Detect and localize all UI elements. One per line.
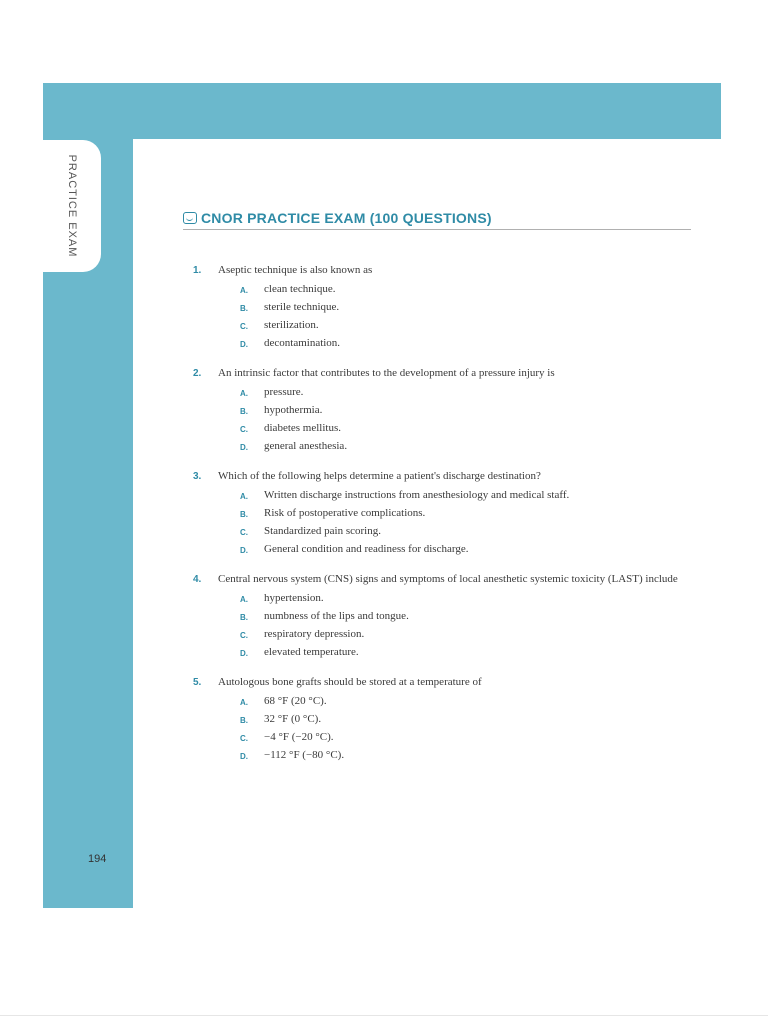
option-letter: C. xyxy=(240,528,248,537)
option-text: sterilization. xyxy=(264,319,319,331)
answer-option xyxy=(240,644,693,662)
question-item xyxy=(193,262,693,353)
answer-options xyxy=(240,590,693,662)
option-text: general anesthesia. xyxy=(264,440,348,452)
option-text: decontamination. xyxy=(264,337,341,349)
question-row xyxy=(193,468,693,485)
question-number: 4. xyxy=(193,574,202,585)
question-item xyxy=(193,571,693,662)
section-header xyxy=(183,210,691,230)
option-letter: A. xyxy=(240,286,248,295)
option-text: −112 °F (−80 °C). xyxy=(264,749,345,761)
option-text: sterile technique. xyxy=(264,301,340,313)
question-number: 5. xyxy=(193,677,202,688)
option-letter: B. xyxy=(240,510,248,519)
option-text: pressure. xyxy=(264,386,304,398)
question-list xyxy=(193,262,693,777)
answer-option xyxy=(240,693,693,711)
option-letter: C. xyxy=(240,734,248,743)
option-text: hypertension. xyxy=(264,592,324,604)
option-letter: B. xyxy=(240,407,248,416)
question-text: Autologous bone grafts should be stored at a temperature of xyxy=(218,676,482,688)
option-letter: C. xyxy=(240,631,248,640)
option-letter: D. xyxy=(240,649,248,658)
question-item xyxy=(193,365,693,456)
option-letter: A. xyxy=(240,698,248,707)
option-letter: B. xyxy=(240,304,248,313)
answer-option xyxy=(240,420,693,438)
answer-option xyxy=(240,541,693,559)
answer-option xyxy=(240,590,693,608)
option-text: Risk of postoperative complications. xyxy=(264,507,426,519)
option-text: Standardized pain scoring. xyxy=(264,525,381,537)
question-item xyxy=(193,674,693,765)
question-text: Aseptic technique is also known as xyxy=(218,264,373,276)
option-text: General condition and readiness for discharge. xyxy=(264,543,469,555)
answer-option xyxy=(240,299,693,317)
question-text: Which of the following helps determine a patient's discharge destination? xyxy=(218,470,541,482)
option-letter: C. xyxy=(240,425,248,434)
option-text: −4 °F (−20 °C). xyxy=(264,731,334,743)
option-text: 68 °F (20 °C). xyxy=(264,695,327,707)
answer-options xyxy=(240,384,693,456)
option-letter: D. xyxy=(240,340,248,349)
answer-option xyxy=(240,317,693,335)
option-letter: B. xyxy=(240,613,248,622)
option-text: diabetes mellitus. xyxy=(264,422,341,434)
answer-option xyxy=(240,505,693,523)
question-text: Central nervous system (CNS) signs and symptoms of local anesthetic systemic toxicity (LAST) include xyxy=(218,573,678,585)
option-letter: A. xyxy=(240,595,248,604)
question-row xyxy=(193,262,693,279)
section-tab-label: PRACTICE EXAM xyxy=(66,154,78,258)
exam-icon xyxy=(183,212,197,224)
answer-option xyxy=(240,747,693,765)
page-edge-rule xyxy=(0,1015,768,1016)
answer-option xyxy=(240,335,693,353)
option-letter: D. xyxy=(240,752,248,761)
page-number: 194 xyxy=(88,853,107,865)
question-row xyxy=(193,674,693,691)
answer-option xyxy=(240,711,693,729)
option-letter: A. xyxy=(240,389,248,398)
question-number: 2. xyxy=(193,368,202,379)
answer-option xyxy=(240,608,693,626)
question-row xyxy=(193,365,693,382)
question-item xyxy=(193,468,693,559)
option-letter: C. xyxy=(240,322,248,331)
option-text: Written discharge instructions from anesthesiology and medical staff. xyxy=(264,489,570,501)
answer-option xyxy=(240,384,693,402)
answer-option xyxy=(240,626,693,644)
answer-option xyxy=(240,729,693,747)
option-letter: D. xyxy=(240,443,248,452)
option-letter: A. xyxy=(240,492,248,501)
answer-option xyxy=(240,438,693,456)
option-letter: B. xyxy=(240,716,248,725)
answer-option xyxy=(240,523,693,541)
option-letter: D. xyxy=(240,546,248,555)
section-title: CNOR PRACTICE EXAM (100 QUESTIONS) xyxy=(201,210,492,226)
option-text: numbness of the lips and tongue. xyxy=(264,610,409,622)
answer-option xyxy=(240,402,693,420)
question-text: An intrinsic factor that contributes to the development of a pressure injury is xyxy=(218,367,555,379)
option-text: hypothermia. xyxy=(264,404,323,416)
answer-option xyxy=(240,281,693,299)
answer-options xyxy=(240,281,693,353)
question-number: 1. xyxy=(193,265,202,276)
answer-option xyxy=(240,487,693,505)
option-text: respiratory depression. xyxy=(264,628,365,640)
top-color-band xyxy=(43,83,721,139)
answer-options xyxy=(240,487,693,559)
option-text: 32 °F (0 °C). xyxy=(264,713,322,725)
question-row xyxy=(193,571,693,588)
question-number: 3. xyxy=(193,471,202,482)
answer-options xyxy=(240,693,693,765)
option-text: clean technique. xyxy=(264,283,336,295)
option-text: elevated temperature. xyxy=(264,646,359,658)
